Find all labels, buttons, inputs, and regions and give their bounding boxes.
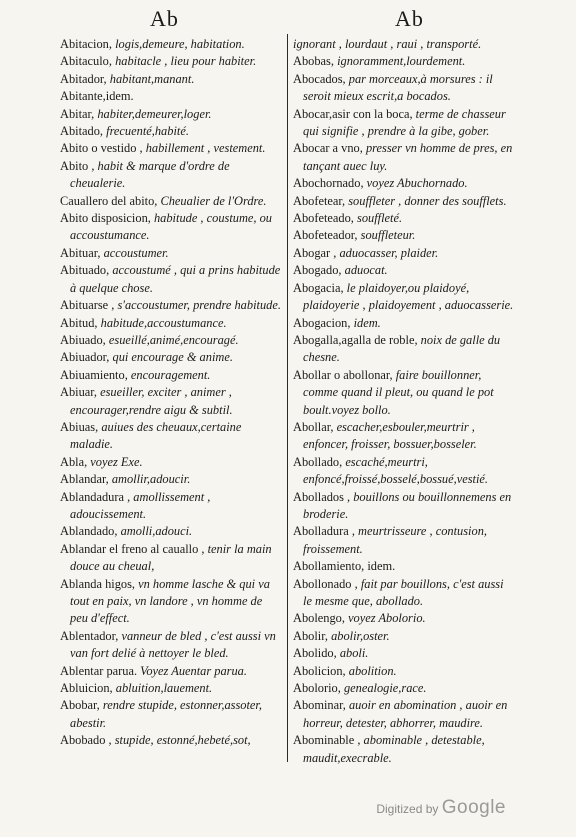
entry-headword: Ablandado,: [60, 524, 121, 539]
entry-headword: Abofeteado,: [293, 211, 357, 226]
entry-gloss: qui encourage & anime.: [112, 350, 233, 365]
entry-headword: Abolorio,: [293, 681, 344, 696]
entry-gloss: accoustumé , qui a prins habitude à quelque chose.: [70, 263, 281, 295]
column-divider: [287, 34, 288, 762]
entry-headword: Abiuamiento,: [60, 367, 131, 382]
entry-gloss: abluition,lauement.: [115, 681, 213, 696]
entry-gloss: abolir,oster.: [331, 628, 390, 643]
entry-headword: Abito ,: [60, 158, 98, 173]
entry-headword: Abogar ,: [293, 245, 340, 260]
dictionary-entry: [60, 123, 282, 140]
entry-headword: Abocados,: [293, 71, 349, 86]
dictionary-entry: [293, 262, 515, 279]
entry-gloss: vanneur de bled , c'est aussi vn van fort delié à nettoyer le bled.: [70, 628, 276, 661]
dictionary-entry: [293, 523, 515, 558]
entry-headword: Abominar,: [293, 698, 349, 713]
entry-headword: Abito disposicion,: [60, 211, 154, 226]
dictionary-entry: [60, 140, 282, 157]
entry-headword: Abollar,: [293, 419, 337, 434]
dictionary-entry: [60, 297, 282, 314]
dictionary-entry: [60, 680, 282, 697]
entry-headword: Abitado,: [60, 124, 107, 139]
dictionary-entry: [60, 332, 282, 349]
entry-gloss: aboli.: [339, 646, 369, 661]
entry-gloss: voyez Abolorio.: [348, 611, 426, 626]
dictionary-entry: [293, 680, 515, 697]
entry-headword: Abolengo,: [293, 611, 349, 626]
running-header-right: Ab: [395, 6, 424, 31]
entry-gloss: genealogie,race.: [343, 681, 427, 696]
dictionary-entry: [293, 140, 515, 175]
entry-headword: Abogado,: [293, 263, 345, 278]
dictionary-entry: [293, 106, 515, 141]
entry-headword: Cauallero del abito,: [60, 193, 161, 208]
entry-headword: Ablanda higos,: [60, 576, 139, 591]
dictionary-entry: [60, 663, 282, 680]
entry-headword: Abitar,: [60, 106, 98, 121]
entry-headword: Abobar,: [60, 698, 103, 713]
entry-gloss: amollir,adoucir.: [111, 472, 191, 487]
entry-gloss: souffleteur.: [360, 228, 416, 243]
entry-headword: Abollados ,: [293, 489, 354, 504]
dictionary-entry: [293, 489, 515, 524]
dictionary-entry: [60, 315, 282, 332]
dictionary-entry: [60, 419, 282, 454]
entry-headword: Ablentar parua.: [60, 663, 141, 678]
entry-gloss: esueiller, exciter , animer , encourager,rendre aigu & subtil.: [70, 385, 233, 417]
entry-headword: Abituar,: [60, 245, 104, 260]
entry-gloss: auoir en abomination , auoir en horreur, detester, abhorrer, maudire.: [303, 698, 508, 730]
entry-headword: Abolladura ,: [293, 524, 359, 539]
dictionary-entry: [60, 732, 282, 749]
entry-gloss: Voyez Auentar parua.: [140, 663, 247, 678]
entry-gloss: noix de galle du chesne.: [303, 332, 501, 365]
dictionary-entry: [60, 193, 282, 210]
dictionary-entry: [293, 697, 515, 732]
entry-gloss: habillement , vestement.: [145, 141, 266, 156]
dictionary-entry: [293, 175, 515, 192]
entry-headword: Abogacia,: [293, 280, 347, 295]
google-logo: Google: [441, 797, 506, 818]
left-column: [60, 36, 282, 750]
entry-gloss: habitude , coustume, ou accoustumance.: [70, 211, 273, 243]
entry-headword: Abollamiento, idem.: [293, 559, 396, 574]
entry-gloss: fait par bouillons, c'est aussi le mesme que, abollado.: [303, 576, 504, 608]
entry-headword: Abolicion,: [293, 663, 349, 678]
entry-headword: Abominable ,: [293, 733, 364, 748]
dictionary-entry: [60, 71, 282, 88]
entry-headword: Abitud,: [60, 315, 101, 330]
entry-gloss: aduocat.: [344, 263, 388, 278]
entry-gloss: meurtrisseure , contusion, froissement.: [303, 524, 487, 556]
dictionary-entry: [293, 367, 515, 419]
entry-gloss: vn homme lasche & qui va tout en paix, vn landore , vn homme de peu d'effect.: [70, 576, 270, 626]
dictionary-entry: [293, 280, 515, 315]
entry-headword: Abiuas,: [60, 419, 102, 434]
dictionary-entry: [293, 610, 515, 627]
entry-headword: Abitacion,: [60, 37, 116, 51]
entry-gloss: presser vn homme de pres, en tançant auec luy.: [303, 141, 513, 173]
entry-headword: Abla,: [60, 454, 91, 469]
dictionary-entry: [293, 419, 515, 454]
entry-gloss: Cheualier de l'Ordre.: [160, 193, 267, 208]
entry-gloss: frecuenté,habité.: [106, 124, 189, 139]
entry-gloss: habiter,demeurer,loger.: [97, 106, 212, 121]
dictionary-entry: [60, 367, 282, 384]
dictionary-entry: [60, 576, 282, 628]
entry-gloss: terme de chasseur qui signifie , prendre à la gibe, gober.: [303, 106, 506, 139]
entry-gloss: souffleter , donner des soufflets.: [348, 193, 507, 208]
entry-headword: Abollar o abollonar,: [293, 367, 396, 382]
dictionary-entry: [60, 523, 282, 540]
entry-gloss: stupide, estonné,hebeté,sot,: [114, 733, 251, 748]
entry-headword: Abollonado ,: [293, 576, 361, 591]
entry-gloss: ignoramment,lourdement.: [337, 54, 466, 69]
dictionary-entry: [293, 227, 515, 244]
entry-headword: Abofetear,: [293, 193, 349, 208]
watermark-prefix: Digitized by: [376, 802, 439, 816]
entry-headword: Abogacion,: [293, 315, 354, 330]
dictionary-entry: [60, 210, 282, 245]
dictionary-entry: [293, 71, 515, 106]
entry-headword: Abitante,idem.: [60, 89, 134, 104]
dictionary-entry: [60, 628, 282, 663]
dictionary-entry: [293, 663, 515, 680]
dictionary-entry: [293, 454, 515, 489]
entry-headword: Abiuador,: [60, 350, 113, 365]
entry-gloss: voyez Exe.: [90, 454, 143, 469]
entry-gloss: amolli,adouci.: [120, 524, 193, 539]
right-column: [293, 36, 515, 767]
dictionary-entry: [60, 454, 282, 471]
entry-headword: Abocar a vno,: [293, 141, 366, 156]
entry-gloss: s'accoustumer, prendre habitude.: [117, 298, 281, 313]
dictionary-entry: [60, 245, 282, 262]
entry-headword: Abitaculo,: [60, 54, 116, 69]
entry-gloss: habitude,accoustumance.: [100, 315, 227, 330]
entry-gloss: escaché,meurtri, enfoncé,froissé,bosselé,bossué,vestié.: [303, 454, 489, 487]
entry-gloss: escacher,esbouler,meurtrir , enfoncer, froisser, bossuer,bosseler.: [303, 419, 477, 452]
dictionary-entry: [293, 315, 515, 332]
dictionary-entry: [60, 489, 282, 524]
digitized-by-google-watermark: [376, 797, 506, 819]
entry-headword: Abiuar,: [60, 385, 101, 400]
dictionary-entry: [60, 158, 282, 193]
entry-gloss: auiues des cheuaux,certaine maladie.: [70, 419, 242, 452]
dictionary-entry: [60, 541, 282, 576]
dictionary-entry: [60, 36, 282, 53]
entry-headword: Abocar,asir con la boca,: [293, 106, 416, 121]
entry-gloss: idem.: [353, 315, 381, 330]
dictionary-entry: [293, 53, 515, 70]
dictionary-entry: [293, 645, 515, 662]
entry-headword: Abobado ,: [60, 733, 115, 748]
dictionary-entry: [293, 210, 515, 227]
running-header-left: Ab: [150, 6, 179, 31]
entry-gloss: abolition.: [348, 663, 397, 678]
entry-gloss: souffleté.: [357, 211, 403, 226]
entry-gloss: amollissement , adoucissement.: [70, 489, 211, 521]
dictionary-entry: [60, 262, 282, 297]
entry-headword: Ablandadura ,: [60, 489, 134, 504]
dictionary-entry: [60, 349, 282, 366]
entry-headword: Abituarse ,: [60, 298, 118, 313]
entry-headword: Ablandar el freno al cauallo ,: [60, 541, 208, 556]
entry-headword: Abiuado,: [60, 332, 109, 347]
entry-gloss: aduocasser, plaider.: [339, 245, 439, 260]
dictionary-entry: [293, 558, 515, 575]
dictionary-entry: [293, 576, 515, 611]
entry-gloss: esueillé,animé,encouragé.: [108, 332, 239, 347]
entry-headword: Abollado,: [293, 454, 346, 469]
dictionary-entry: [60, 88, 282, 105]
entry-gloss: logis,demeure, habitation.: [115, 37, 245, 51]
entry-gloss: encouragement.: [130, 367, 211, 382]
entry-headword: Ablandar,: [60, 472, 112, 487]
entry-gloss: ignorant , lourdaut , raui , transporté.: [293, 37, 482, 51]
entry-gloss: habitant,manant.: [109, 71, 195, 86]
entry-headword: Ablentador,: [60, 628, 122, 643]
dictionary-entry: [293, 628, 515, 645]
entry-gloss: bouillons ou bouillonnemens en broderie.: [303, 489, 512, 521]
entry-headword: Abito o vestido ,: [60, 141, 146, 156]
entry-gloss: habitacle , lieu pour habiter.: [115, 54, 257, 69]
entry-gloss: voyez Abuchornado.: [366, 176, 468, 191]
dictionary-entry: [293, 36, 515, 53]
entry-headword: Abolido,: [293, 646, 340, 661]
entry-headword: Abituado,: [60, 263, 113, 278]
entry-headword: Abochornado,: [293, 176, 367, 191]
entry-gloss: rendre stupide, estonner,assoter, abestir.: [70, 698, 262, 730]
entry-headword: Abogalla,agalla de roble,: [293, 332, 421, 347]
dictionary-entry: [293, 193, 515, 210]
entry-headword: Abolir,: [293, 628, 332, 643]
entry-gloss: par morceaux,à morsures : il seroit mieux escrit,a bocados.: [303, 71, 493, 104]
dictionary-entry: [293, 245, 515, 262]
dictionary-entry: [60, 106, 282, 123]
dictionary-entry: [293, 732, 515, 767]
entry-gloss: le plaidoyer,ou plaidoyé, plaidoyerie , plaidoyement , aduocasserie.: [303, 280, 514, 313]
entry-gloss: accoustumer.: [103, 245, 169, 260]
entry-headword: Abofeteador,: [293, 228, 361, 243]
entry-gloss: faire bouillonner, comme quand il pleut, ou quand le pot boult.voyez bollo.: [303, 367, 494, 417]
entry-gloss: tenir la main douce au cheual,: [70, 541, 272, 574]
dictionary-entry: [60, 384, 282, 419]
entry-headword: Abitador,: [60, 71, 110, 86]
dictionary-entry: [60, 697, 282, 732]
dictionary-entry: [60, 53, 282, 70]
entry-headword: Abobas,: [293, 54, 338, 69]
dictionary-entry: [60, 471, 282, 488]
dictionary-entry: [293, 332, 515, 367]
entry-gloss: habit & marque d'ordre de cheualerie.: [70, 158, 230, 191]
entry-headword: Abluicion,: [60, 681, 116, 696]
entry-gloss: abominable , detestable, maudit,execrable.: [303, 733, 485, 765]
